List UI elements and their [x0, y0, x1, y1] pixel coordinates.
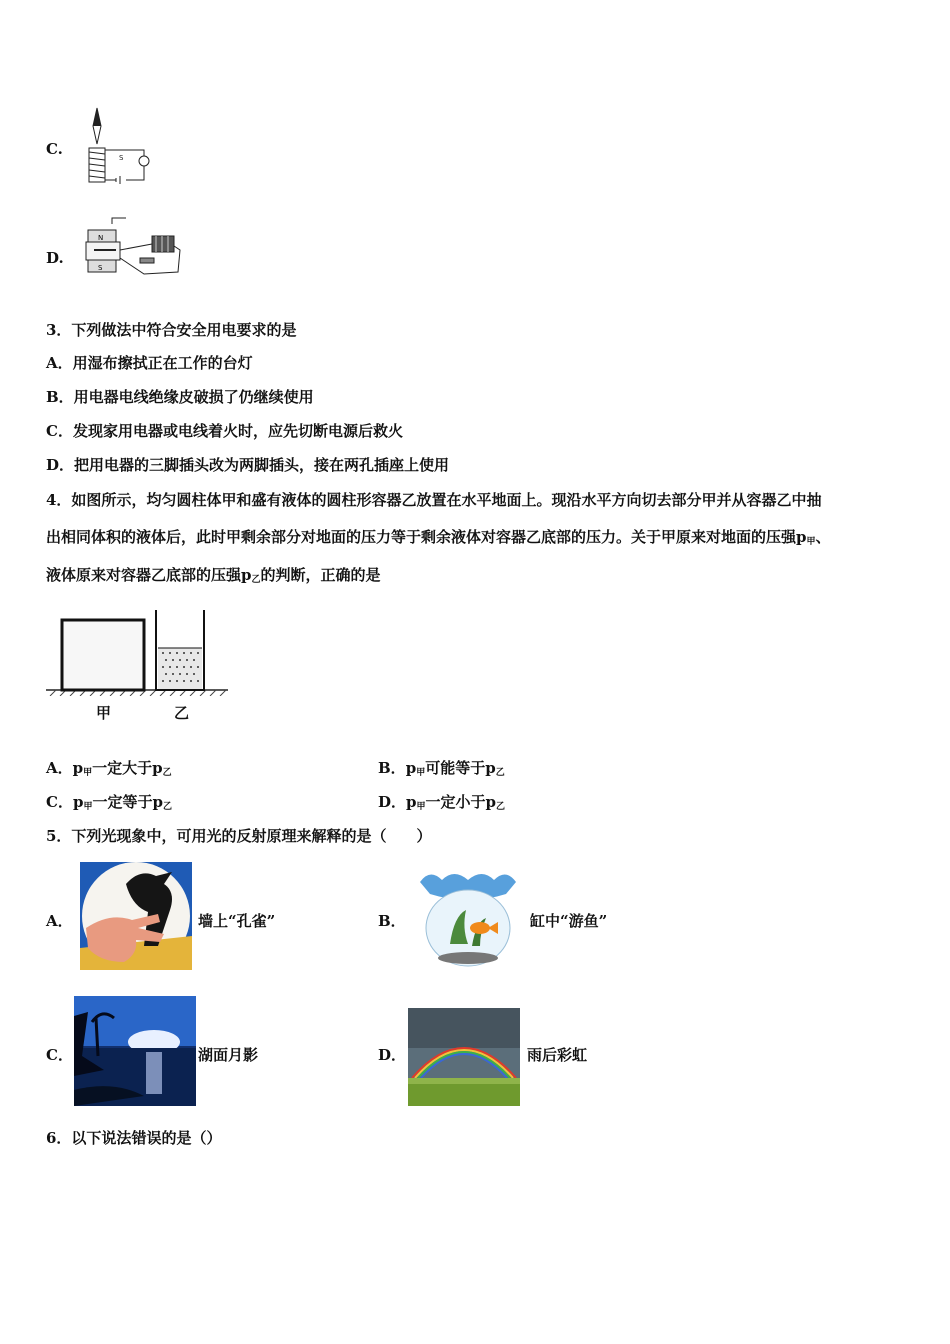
svg-text:S: S	[98, 264, 103, 272]
q4-figure	[46, 606, 230, 696]
q5-option-a-caption: 墙上“孔雀”	[198, 912, 276, 930]
q3-stem: 3．下列做法中符合安全用电要求的是	[46, 321, 297, 339]
q4-p-jia-symbol: p	[796, 528, 807, 546]
q5-option-c-label: C．	[46, 1046, 73, 1064]
q2-option-c-label: C.	[46, 140, 63, 158]
q3-option-d: D．把用电器的三脚插头改为两脚插头，接在两孔插座上使用	[46, 456, 450, 474]
q4-stem-line-2-text: 出相同体积的液体后，此时甲剩余部分对地面的压力等于剩余液体对容器乙底部的压力。关于甲原来对地面的压强	[46, 528, 797, 546]
q5-option-b-caption: 缸中“游鱼”	[530, 912, 608, 930]
q5-option-c-caption: 湖面月影	[198, 1046, 259, 1064]
q4-option-c: C．$p_甲$一定等于$p_乙$	[46, 793, 172, 812]
q5-option-d-caption: 雨后彩虹	[527, 1046, 588, 1064]
q2-option-d-apparatus-figure	[82, 216, 184, 276]
q4-stem-line-3	[46, 565, 381, 590]
q4-option-a: A．$p_甲$一定大于$p_乙$	[46, 759, 172, 778]
q3-option-c: C．发现家用电器或电线着火时，应先切断电源后救火	[46, 422, 403, 440]
q4-stem-line-2-tail: 、	[815, 528, 831, 546]
q5-option-d-label: D．	[378, 1046, 407, 1064]
q3-option-b: B．用电器电线绝缘皮破损了仍继续使用	[46, 388, 314, 406]
q4-p-yi-subscript: 乙	[251, 575, 261, 585]
q4-figure-label-yi: 乙	[174, 704, 190, 722]
q3-option-a: A．用湿布擦拭正在工作的台灯	[46, 354, 253, 372]
q5-option-c-lake-moon-image	[74, 996, 196, 1106]
q5-option-d-rainbow-image	[408, 1008, 520, 1106]
q4-option-d: D．$p_甲$一定小于$p_乙$	[378, 793, 506, 812]
q4-stem-line-3-text: 液体原来对容器乙底部的压强	[46, 566, 242, 584]
q2-option-c-circuit-figure	[80, 106, 160, 188]
q4-stem-line-3-tail: 的判断，正确的是	[260, 566, 381, 584]
q5-stem: 5．下列光现象中，可用光的反射原理来解释的是（ ）	[46, 827, 432, 845]
svg-text:S: S	[119, 154, 124, 162]
q2-option-d-label: D.	[46, 249, 64, 267]
q4-option-b: B．$p_甲$可能等于$p_乙$	[378, 759, 505, 778]
q5-option-a-hand-shadow-image	[80, 862, 192, 970]
q4-p-yi-symbol: p	[241, 566, 252, 584]
svg-text:N: N	[98, 234, 104, 242]
q5-option-a-label: A．	[46, 912, 73, 930]
q5-option-b-label: B．	[378, 912, 406, 930]
q4-stem-line-2	[46, 527, 831, 552]
q4-figure-label-jia: 甲	[96, 704, 112, 722]
q4-stem-line-1: 4．如图所示，均匀圆柱体甲和盛有液体的圆柱形容器乙放置在水平地面上。现沿水平方向切去部分甲并从容器乙中抽	[46, 491, 822, 509]
q5-option-b-fishbowl-image	[414, 866, 522, 970]
q4-p-jia-subscript: 甲	[806, 537, 816, 547]
q6-stem: 6．以下说法错误的是（）	[46, 1129, 222, 1147]
